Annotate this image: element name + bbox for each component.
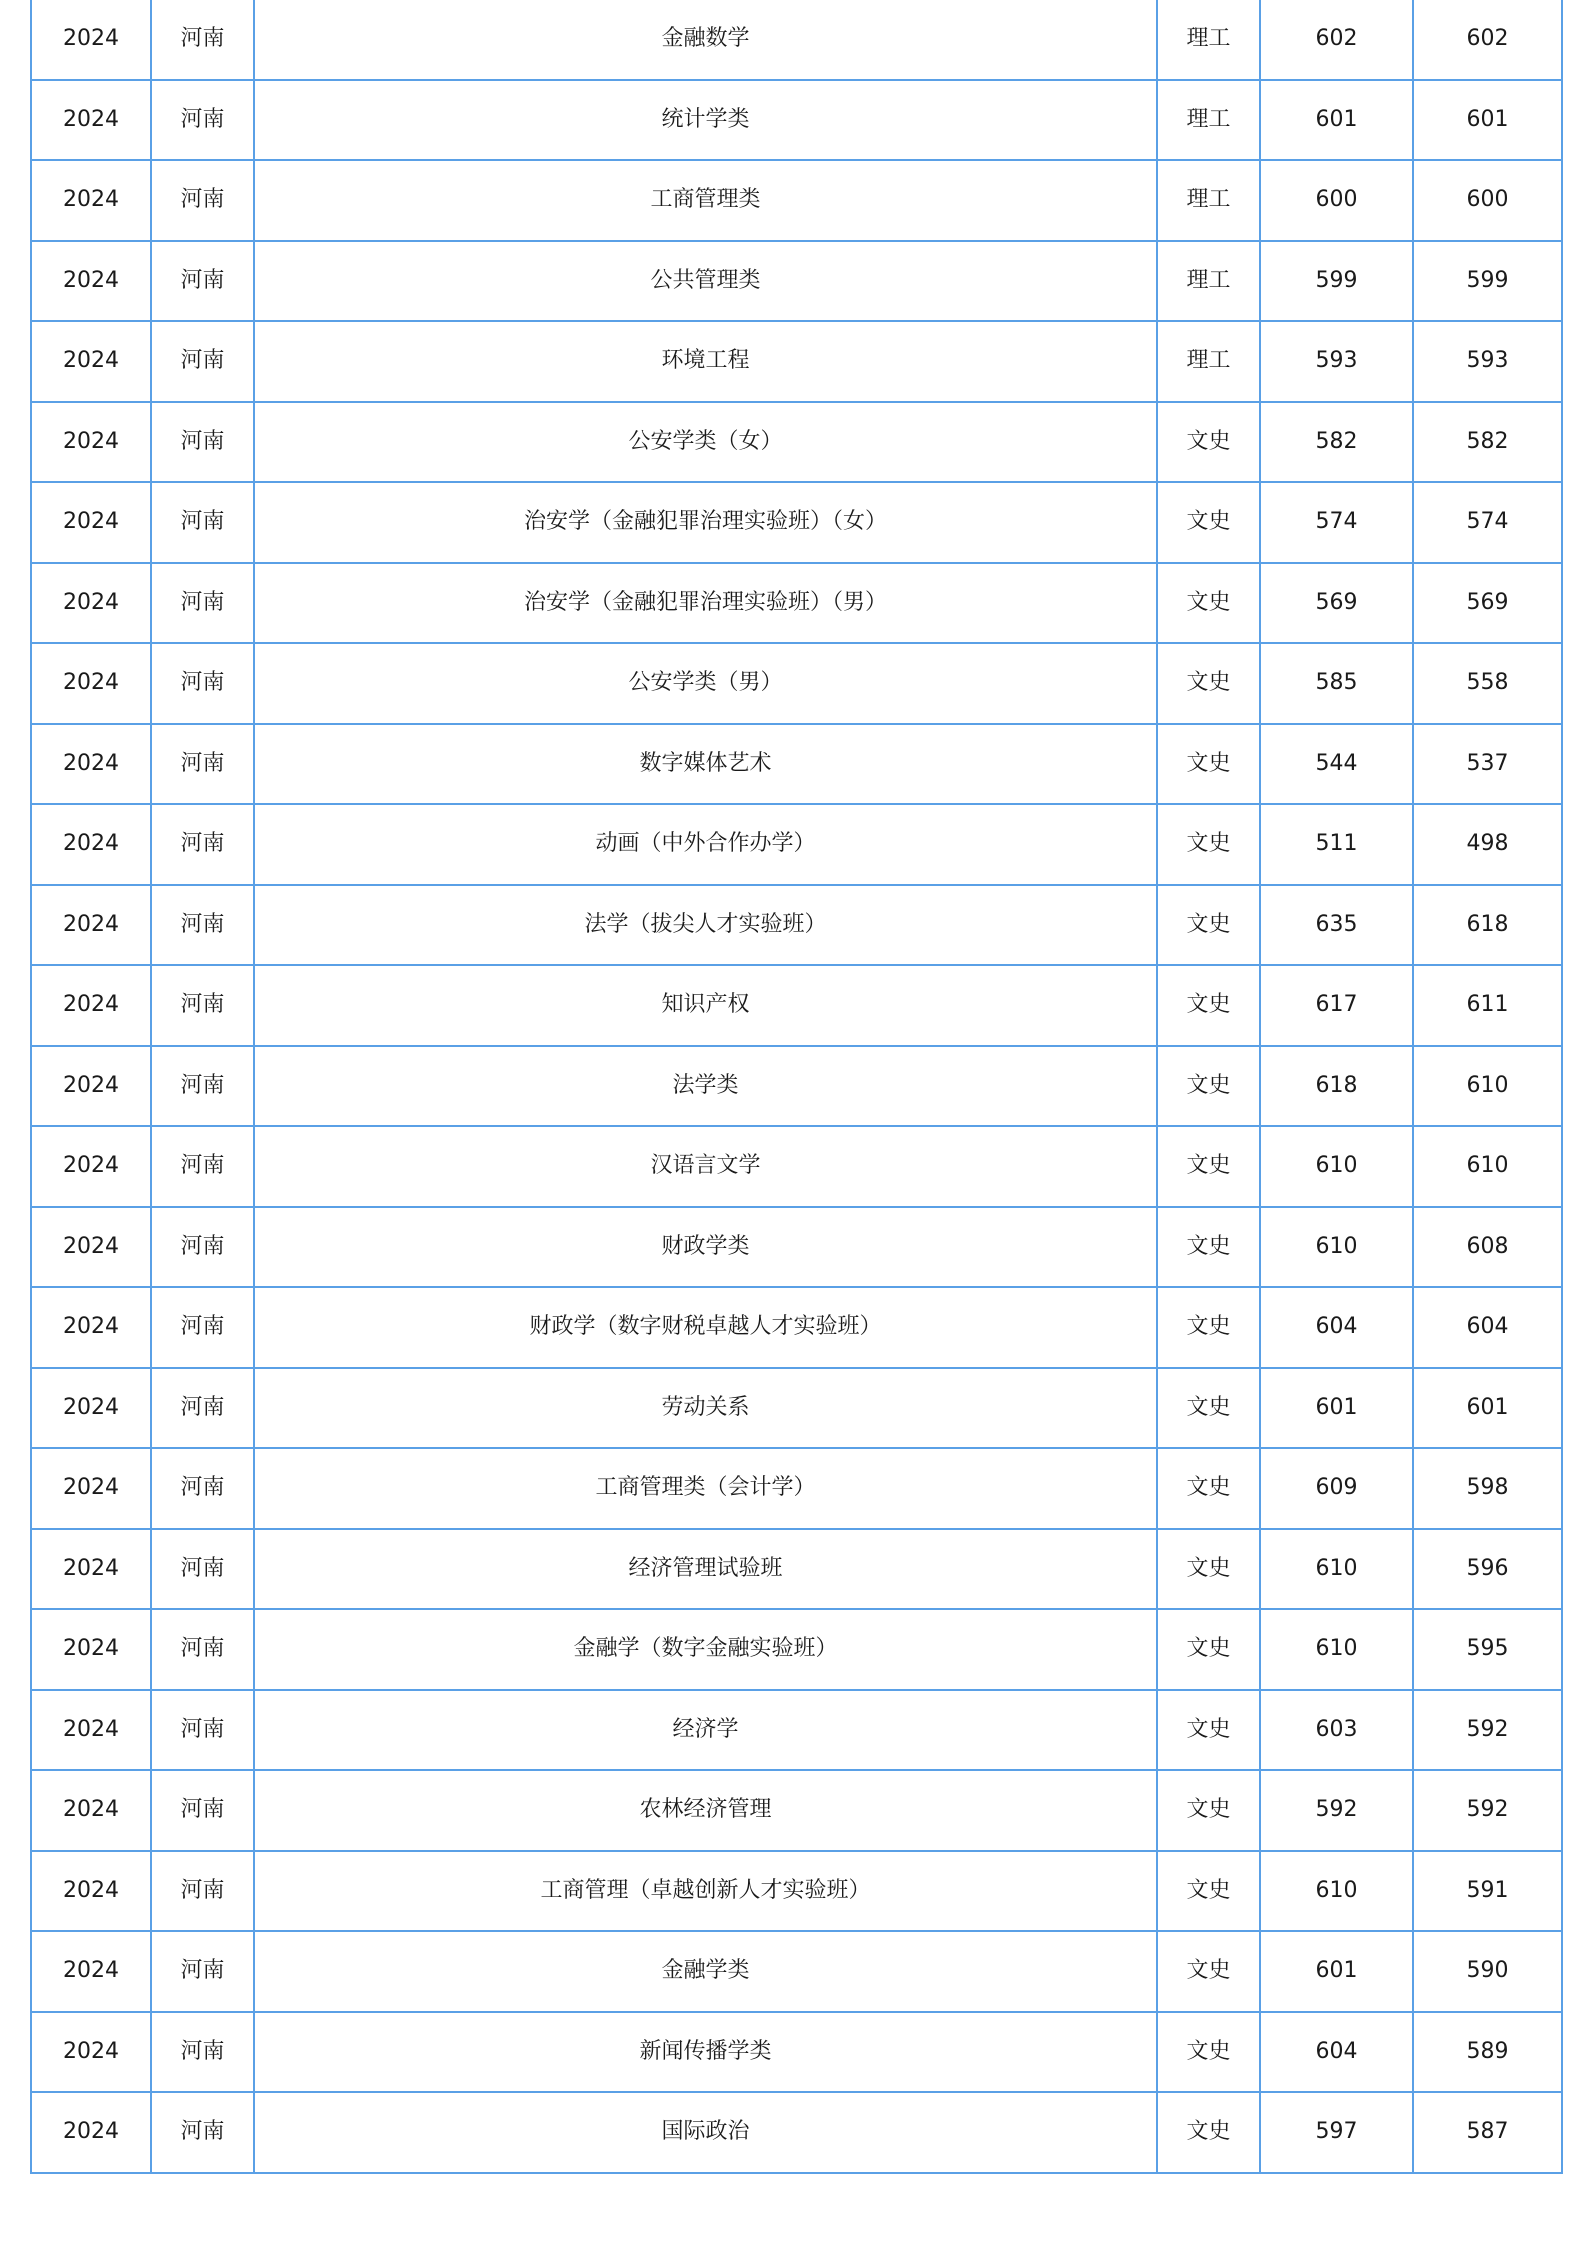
province-cell: 河南 [151,965,254,1046]
year-cell: 2024 [31,1207,151,1288]
table-row [31,482,1562,563]
year-cell: 2024 [31,965,151,1046]
min-score-cell: 602 [1413,0,1562,80]
max-score-cell: 609 [1260,1448,1413,1529]
year-cell: 2024 [31,563,151,644]
major-cell: 法学（拔尖人才实验班） [254,885,1157,966]
year-cell: 2024 [31,804,151,885]
province-cell: 河南 [151,563,254,644]
year-cell: 2024 [31,1126,151,1207]
year-cell: 2024 [31,321,151,402]
subject-type-cell: 文史 [1157,1046,1260,1127]
major-cell: 财政学（数字财税卓越人才实验班） [254,1287,1157,1368]
province-cell: 河南 [151,1046,254,1127]
major-cell: 治安学（金融犯罪治理实验班）（男） [254,563,1157,644]
subject-type-cell: 文史 [1157,885,1260,966]
year-cell: 2024 [31,1851,151,1932]
major-cell: 统计学类 [254,80,1157,161]
major-cell: 金融学类 [254,1931,1157,2012]
major-cell: 工商管理类（会计学） [254,1448,1157,1529]
table-row [31,885,1562,966]
province-cell: 河南 [151,160,254,241]
min-score-cell: 592 [1413,1690,1562,1771]
min-score-cell: 592 [1413,1770,1562,1851]
subject-type-cell: 文史 [1157,1368,1260,1449]
max-score-cell: 610 [1260,1207,1413,1288]
admission-score-table [30,0,1563,2174]
max-score-cell: 574 [1260,482,1413,563]
subject-type-cell: 文史 [1157,2012,1260,2093]
table-row [31,724,1562,805]
year-cell: 2024 [31,1287,151,1368]
major-cell: 数字媒体艺术 [254,724,1157,805]
major-cell: 劳动关系 [254,1368,1157,1449]
subject-type-cell: 文史 [1157,1529,1260,1610]
max-score-cell: 610 [1260,1609,1413,1690]
min-score-cell: 593 [1413,321,1562,402]
year-cell: 2024 [31,1046,151,1127]
max-score-cell: 600 [1260,160,1413,241]
major-cell: 公安学类（女） [254,402,1157,483]
table-row [31,965,1562,1046]
major-cell: 工商管理（卓越创新人才实验班） [254,1851,1157,1932]
table-row [31,1448,1562,1529]
max-score-cell: 585 [1260,643,1413,724]
year-cell: 2024 [31,643,151,724]
table-body [31,0,1562,2173]
table-row [31,1931,1562,2012]
province-cell: 河南 [151,885,254,966]
year-cell: 2024 [31,241,151,322]
min-score-cell: 498 [1413,804,1562,885]
min-score-cell: 591 [1413,1851,1562,1932]
year-cell: 2024 [31,1690,151,1771]
max-score-cell: 569 [1260,563,1413,644]
max-score-cell: 511 [1260,804,1413,885]
min-score-cell: 558 [1413,643,1562,724]
subject-type-cell: 文史 [1157,724,1260,805]
subject-type-cell: 理工 [1157,241,1260,322]
subject-type-cell: 理工 [1157,160,1260,241]
table-row [31,2092,1562,2173]
province-cell: 河南 [151,1368,254,1449]
table-row [31,1609,1562,1690]
major-cell: 新闻传播学类 [254,2012,1157,2093]
table-row [31,2012,1562,2093]
subject-type-cell: 文史 [1157,1770,1260,1851]
table-row [31,1287,1562,1368]
province-cell: 河南 [151,1770,254,1851]
min-score-cell: 610 [1413,1046,1562,1127]
major-cell: 金融数学 [254,0,1157,80]
min-score-cell: 596 [1413,1529,1562,1610]
province-cell: 河南 [151,241,254,322]
subject-type-cell: 文史 [1157,402,1260,483]
subject-type-cell: 文史 [1157,1931,1260,2012]
year-cell: 2024 [31,482,151,563]
province-cell: 河南 [151,402,254,483]
year-cell: 2024 [31,80,151,161]
table-row [31,643,1562,724]
subject-type-cell: 文史 [1157,965,1260,1046]
subject-type-cell: 文史 [1157,1609,1260,1690]
min-score-cell: 599 [1413,241,1562,322]
table-row [31,241,1562,322]
subject-type-cell: 理工 [1157,321,1260,402]
table-row [31,563,1562,644]
province-cell: 河南 [151,321,254,402]
min-score-cell: 595 [1413,1609,1562,1690]
max-score-cell: 601 [1260,1368,1413,1449]
subject-type-cell: 理工 [1157,0,1260,80]
subject-type-cell: 文史 [1157,1851,1260,1932]
major-cell: 财政学类 [254,1207,1157,1288]
max-score-cell: 617 [1260,965,1413,1046]
min-score-cell: 608 [1413,1207,1562,1288]
subject-type-cell: 文史 [1157,643,1260,724]
province-cell: 河南 [151,1126,254,1207]
province-cell: 河南 [151,1690,254,1771]
max-score-cell: 618 [1260,1046,1413,1127]
max-score-cell: 610 [1260,1851,1413,1932]
major-cell: 工商管理类 [254,160,1157,241]
province-cell: 河南 [151,2092,254,2173]
province-cell: 河南 [151,1207,254,1288]
province-cell: 河南 [151,1931,254,2012]
subject-type-cell: 文史 [1157,1207,1260,1288]
subject-type-cell: 文史 [1157,563,1260,644]
province-cell: 河南 [151,0,254,80]
year-cell: 2024 [31,724,151,805]
major-cell: 汉语言文学 [254,1126,1157,1207]
province-cell: 河南 [151,1529,254,1610]
min-score-cell: 587 [1413,2092,1562,2173]
year-cell: 2024 [31,1609,151,1690]
year-cell: 2024 [31,1368,151,1449]
year-cell: 2024 [31,160,151,241]
max-score-cell: 592 [1260,1770,1413,1851]
min-score-cell: 604 [1413,1287,1562,1368]
min-score-cell: 569 [1413,563,1562,644]
year-cell: 2024 [31,2012,151,2093]
table-row [31,1046,1562,1127]
province-cell: 河南 [151,1609,254,1690]
max-score-cell: 603 [1260,1690,1413,1771]
max-score-cell: 544 [1260,724,1413,805]
table-row [31,1770,1562,1851]
min-score-cell: 610 [1413,1126,1562,1207]
subject-type-cell: 文史 [1157,1690,1260,1771]
max-score-cell: 597 [1260,2092,1413,2173]
max-score-cell: 610 [1260,1126,1413,1207]
max-score-cell: 604 [1260,2012,1413,2093]
province-cell: 河南 [151,1448,254,1529]
table-row [31,1690,1562,1771]
table-row [31,160,1562,241]
table-row [31,804,1562,885]
province-cell: 河南 [151,643,254,724]
min-score-cell: 582 [1413,402,1562,483]
max-score-cell: 635 [1260,885,1413,966]
province-cell: 河南 [151,804,254,885]
major-cell: 金融学（数字金融实验班） [254,1609,1157,1690]
major-cell: 经济学 [254,1690,1157,1771]
max-score-cell: 610 [1260,1529,1413,1610]
subject-type-cell: 文史 [1157,804,1260,885]
min-score-cell: 601 [1413,80,1562,161]
province-cell: 河南 [151,1851,254,1932]
table-row [31,1126,1562,1207]
year-cell: 2024 [31,402,151,483]
year-cell: 2024 [31,2092,151,2173]
max-score-cell: 601 [1260,80,1413,161]
max-score-cell: 582 [1260,402,1413,483]
min-score-cell: 600 [1413,160,1562,241]
table-row [31,321,1562,402]
year-cell: 2024 [31,1931,151,2012]
min-score-cell: 611 [1413,965,1562,1046]
subject-type-cell: 文史 [1157,1126,1260,1207]
province-cell: 河南 [151,482,254,563]
subject-type-cell: 文史 [1157,1448,1260,1529]
year-cell: 2024 [31,1448,151,1529]
table-row [31,0,1562,80]
major-cell: 公共管理类 [254,241,1157,322]
province-cell: 河南 [151,80,254,161]
min-score-cell: 598 [1413,1448,1562,1529]
major-cell: 治安学（金融犯罪治理实验班）（女） [254,482,1157,563]
min-score-cell: 601 [1413,1368,1562,1449]
table-row [31,1368,1562,1449]
subject-type-cell: 文史 [1157,2092,1260,2173]
province-cell: 河南 [151,724,254,805]
major-cell: 经济管理试验班 [254,1529,1157,1610]
table-row [31,1207,1562,1288]
table-row [31,80,1562,161]
min-score-cell: 574 [1413,482,1562,563]
major-cell: 知识产权 [254,965,1157,1046]
year-cell: 2024 [31,885,151,966]
max-score-cell: 593 [1260,321,1413,402]
max-score-cell: 601 [1260,1931,1413,2012]
max-score-cell: 604 [1260,1287,1413,1368]
min-score-cell: 618 [1413,885,1562,966]
province-cell: 河南 [151,1287,254,1368]
subject-type-cell: 理工 [1157,80,1260,161]
min-score-cell: 589 [1413,2012,1562,2093]
min-score-cell: 590 [1413,1931,1562,2012]
year-cell: 2024 [31,1770,151,1851]
major-cell: 农林经济管理 [254,1770,1157,1851]
major-cell: 国际政治 [254,2092,1157,2173]
subject-type-cell: 文史 [1157,482,1260,563]
major-cell: 动画（中外合作办学） [254,804,1157,885]
subject-type-cell: 文史 [1157,1287,1260,1368]
max-score-cell: 602 [1260,0,1413,80]
major-cell: 公安学类（男） [254,643,1157,724]
admission-score-table-container [30,0,1561,2174]
major-cell: 环境工程 [254,321,1157,402]
table-row [31,1529,1562,1610]
min-score-cell: 537 [1413,724,1562,805]
province-cell: 河南 [151,2012,254,2093]
table-row [31,402,1562,483]
year-cell: 2024 [31,1529,151,1610]
year-cell: 2024 [31,0,151,80]
max-score-cell: 599 [1260,241,1413,322]
major-cell: 法学类 [254,1046,1157,1127]
table-row [31,1851,1562,1932]
